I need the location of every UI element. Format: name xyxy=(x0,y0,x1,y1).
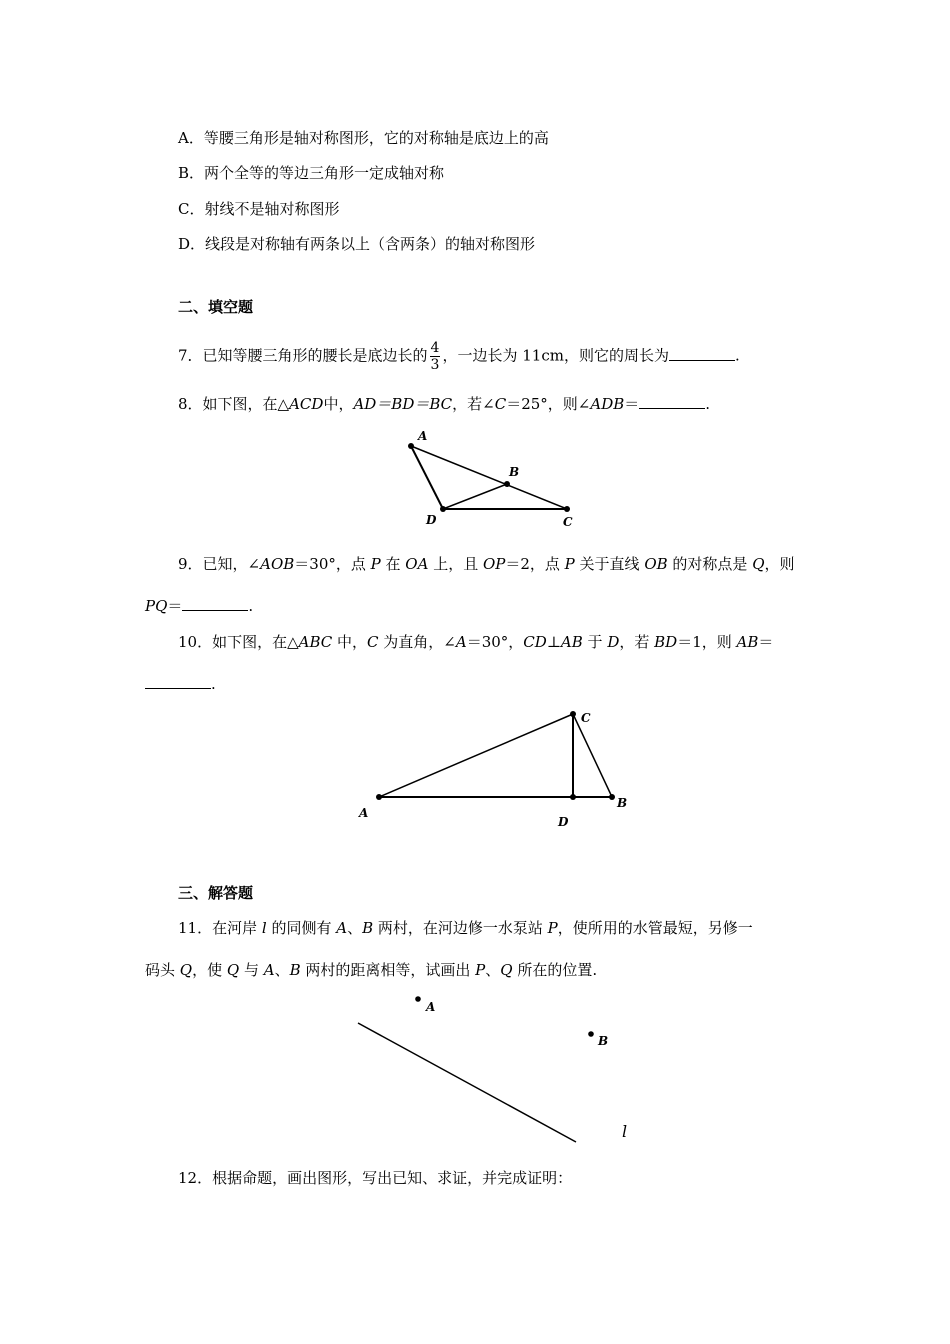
q11-river-line xyxy=(358,1023,576,1142)
q11-text-8: 两村的距离相等，试画出 xyxy=(300,961,476,979)
q11-text-2: 的同侧有 xyxy=(266,919,337,937)
q8-segment-ac xyxy=(411,446,567,509)
q10-segment-ab-2: AB xyxy=(736,633,759,651)
question-11-line-2 xyxy=(145,960,597,980)
q11-text-5: 码头 xyxy=(145,961,180,979)
q9-text-3: 在 xyxy=(380,555,406,573)
q9-angle-aob: AOB xyxy=(260,555,295,573)
q7-answer-blank[interactable] xyxy=(669,346,735,361)
q11-text-3: 两村，在河边修一水泵站 xyxy=(373,919,548,937)
q8-segment-ad xyxy=(411,446,443,509)
q8-angle-adb: ADB xyxy=(590,395,625,413)
q8-point-d xyxy=(440,506,446,512)
q7-fraction-numerator: 4 xyxy=(430,340,440,356)
q11-pump-p: P xyxy=(547,919,558,937)
q10-label-b: B xyxy=(617,796,628,810)
q8-segment-db xyxy=(443,484,507,509)
q10-point-a-dot xyxy=(376,794,382,800)
q8-text-4: ＝25°，则∠ xyxy=(506,395,591,413)
option-d: D．线段是对称轴有两条以上（含两条）的轴对称图形 xyxy=(178,235,536,253)
question-9-line-1 xyxy=(178,554,795,574)
q8-text-1: 8．如下图，在△ xyxy=(178,395,290,413)
q10-segment-cd: CD xyxy=(523,633,547,651)
q10-angle-a: A xyxy=(455,633,467,651)
q7-text-post: ，一边长为 11cm，则它的周长为 xyxy=(442,346,669,365)
q11-dock-q: Q xyxy=(179,961,193,979)
q7-text-pre: 7．已知等腰三角形的腰长是底边长的 xyxy=(178,346,428,365)
q8-answer-blank[interactable] xyxy=(639,394,705,409)
q7-text-end: . xyxy=(734,346,740,365)
q9-segment-pq: PQ xyxy=(145,597,168,615)
q10-text-8: ＝ xyxy=(758,633,774,651)
q9-point-p: P xyxy=(370,555,381,573)
q10-point-c: C xyxy=(367,633,379,651)
q10-point-c-dot xyxy=(570,711,576,717)
q8-text-2: 中， xyxy=(323,395,354,413)
q9-text-1: 9．已知，∠ xyxy=(178,555,261,573)
q9-point-q: Q xyxy=(752,555,765,573)
q10-point-b-dot xyxy=(609,794,615,800)
q10-text-5: 于 xyxy=(582,633,608,651)
q10-segment-ac xyxy=(379,714,573,797)
q8-label-d: D xyxy=(426,513,437,527)
q9-text-7: 的对称点是 xyxy=(667,555,753,573)
q8-text-5: ＝ xyxy=(624,395,640,413)
q10-text-end: . xyxy=(211,675,216,693)
q10-answer-blank[interactable] xyxy=(145,674,211,689)
q11-label-b: B xyxy=(598,1034,609,1048)
q11-label-l: l xyxy=(622,1122,628,1141)
q8-triangle-figure xyxy=(390,420,590,535)
q9-text-6: 关于直线 xyxy=(574,555,645,573)
q10-text-1: 10．如下图，在△ xyxy=(178,633,299,651)
q10-segment-cb xyxy=(573,714,612,797)
q9-text-end: . xyxy=(248,597,254,615)
option-a: A．等腰三角形是轴对称图形，它的对称轴是底边上的高 xyxy=(178,129,549,147)
q11-village-a-2: A xyxy=(263,961,275,979)
q11-point-b xyxy=(588,1031,594,1037)
q10-segment-bd: BD xyxy=(654,633,678,651)
q8-point-a xyxy=(408,443,414,449)
q8-point-b xyxy=(504,481,510,487)
q10-triangle-name: ABC xyxy=(298,633,333,651)
q10-point-d-dot xyxy=(570,794,576,800)
q7-fraction-denominator: 3 xyxy=(430,357,440,373)
q11-village-b: B xyxy=(362,919,374,937)
q11-text-7: 与 xyxy=(239,961,264,979)
question-10-line-1 xyxy=(178,632,773,652)
option-b: B．两个全等的等边三角形一定成轴对称 xyxy=(178,164,445,182)
q9-line-ob: OB xyxy=(644,555,668,573)
q10-text-6: ，若 xyxy=(619,633,655,651)
q10-label-c: C xyxy=(581,711,591,725)
q9-answer-blank[interactable] xyxy=(182,596,248,611)
q11-text-1: 11．在河岸 xyxy=(178,919,262,937)
q10-label-a: A xyxy=(359,806,369,820)
q11-dock-q-2: Q xyxy=(226,961,240,979)
q10-point-d: D xyxy=(607,633,620,651)
q11-sep-1: 、 xyxy=(347,919,363,937)
q10-text-4: ＝30°， xyxy=(466,633,524,651)
q9-text-8: ，则 xyxy=(764,555,795,573)
question-7 xyxy=(178,340,740,373)
q11-river-l: l xyxy=(261,919,267,937)
q9-text-5: ＝2，点 xyxy=(505,555,565,573)
q10-text-7: ＝1，则 xyxy=(677,633,737,651)
q8-label-c: C xyxy=(563,515,573,529)
q11-text-6: ，使 xyxy=(192,961,227,979)
q10-text-2: 中， xyxy=(332,633,368,651)
q9-segment-op: OP xyxy=(482,555,506,573)
question-11-line-1 xyxy=(178,918,753,938)
q11-sep-2: 、 xyxy=(274,961,290,979)
question-9-line-2 xyxy=(145,596,253,616)
q11-point-a xyxy=(415,996,421,1002)
section-heading-solve: 三、解答题 xyxy=(178,884,254,902)
section-heading-fill-blank: 二、填空题 xyxy=(178,298,254,316)
q11-text-9: 所在的位置. xyxy=(512,961,598,979)
q11-dock-q-3: Q xyxy=(500,961,513,979)
q10-text-3: 为直角，∠ xyxy=(378,633,456,651)
q10-label-d: D xyxy=(558,815,569,829)
q10-segment-ab: AB xyxy=(560,633,583,651)
q8-equality: AD＝BD＝BC xyxy=(353,395,453,413)
q9-point-p-2: P xyxy=(564,555,575,573)
question-10-line-2 xyxy=(145,674,216,694)
q10-perp-symbol: ⊥ xyxy=(546,633,561,651)
q9-text-4: 上，且 xyxy=(428,555,483,573)
question-12: 12．根据命题，画出图形，写出已知、求证，并完成证明： xyxy=(178,1169,573,1187)
q8-point-c xyxy=(564,506,570,512)
q9-text-9: ＝ xyxy=(167,597,183,615)
q9-text-2: ＝30°，点 xyxy=(294,555,371,573)
q11-text-4: ，使所用的水管最短，另修一 xyxy=(557,919,753,937)
q11-village-a: A xyxy=(336,919,348,937)
question-8 xyxy=(178,394,710,414)
q11-pump-p-2: P xyxy=(475,961,486,979)
q9-ray-oa: OA xyxy=(405,555,429,573)
option-c: C．射线不是轴对称图形 xyxy=(178,200,340,218)
q11-sep-3: 、 xyxy=(485,961,501,979)
q8-angle-c: C xyxy=(494,395,507,413)
q8-text-3: ，若∠ xyxy=(452,395,495,413)
q7-fraction xyxy=(430,340,441,373)
q8-triangle-name: ACD xyxy=(289,395,324,413)
q11-river-figure xyxy=(350,990,640,1145)
q11-label-a: A xyxy=(426,1000,436,1014)
q8-label-a: A xyxy=(418,429,428,443)
q11-village-b-2: B xyxy=(289,961,301,979)
q8-label-b: B xyxy=(509,465,520,479)
q8-text-end: . xyxy=(705,395,711,413)
q10-triangle-figure xyxy=(350,700,640,835)
